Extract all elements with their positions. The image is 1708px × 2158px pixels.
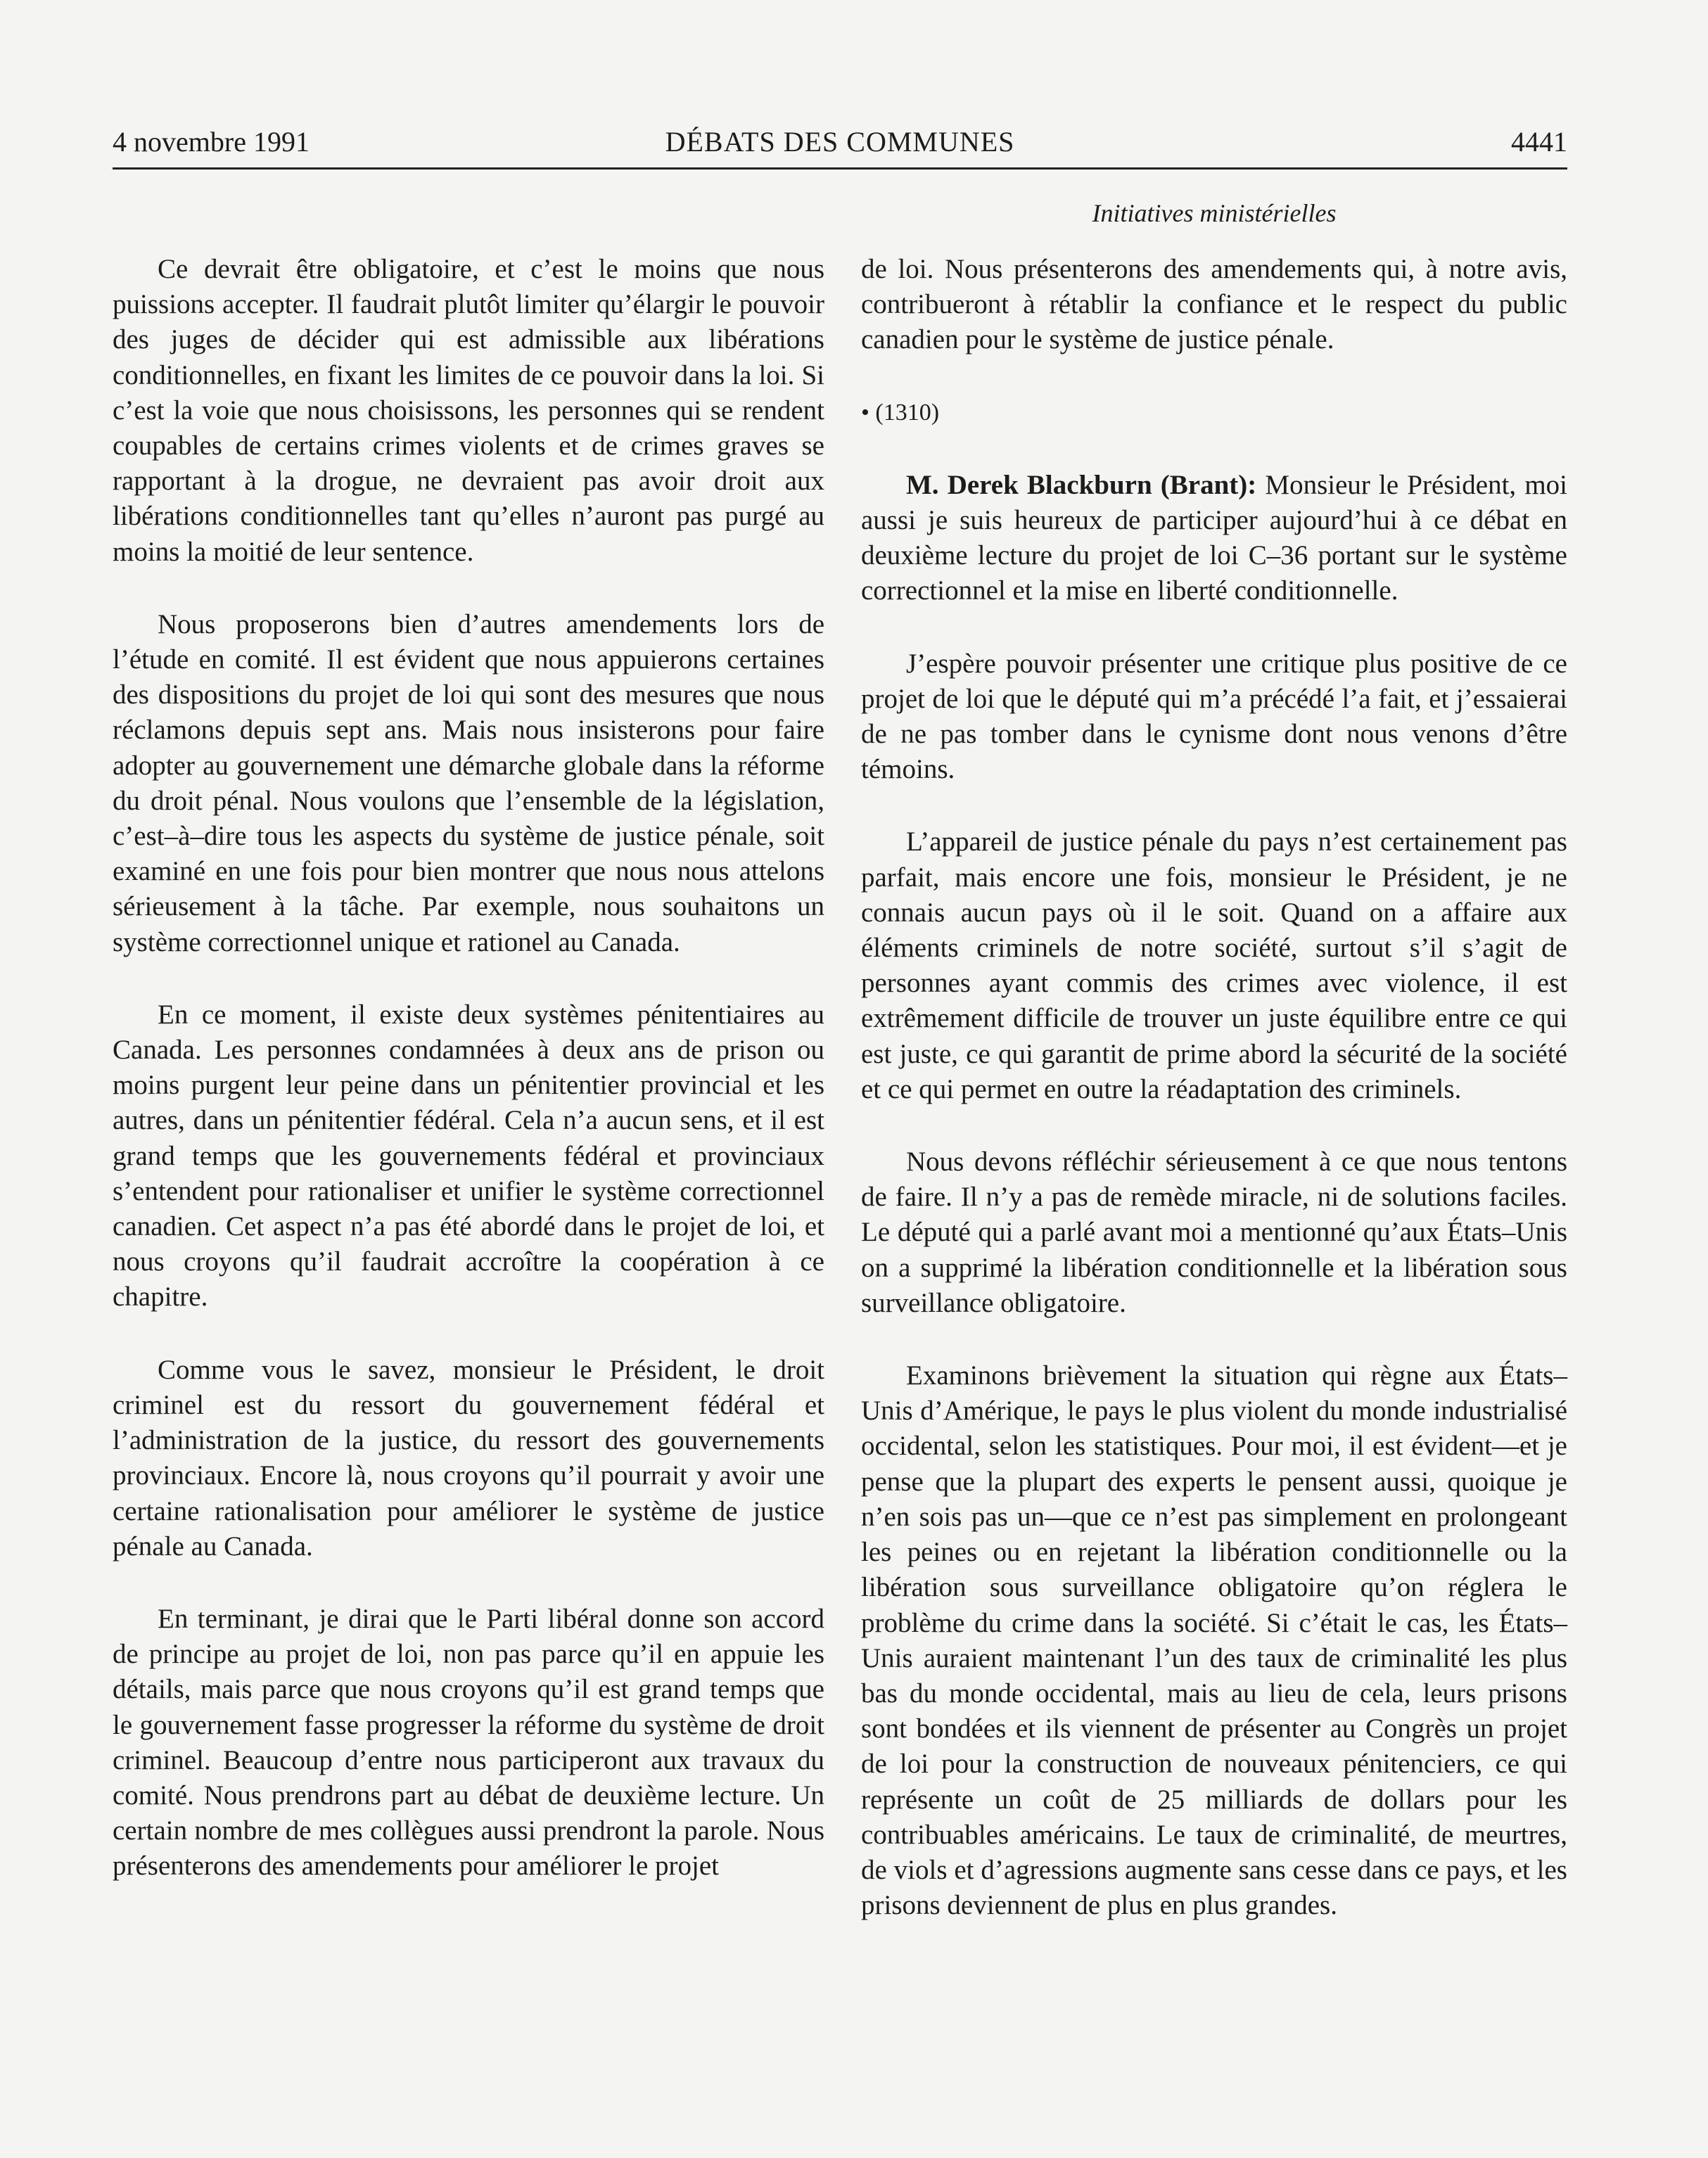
paragraph: Ce devrait être obligatoire, et c’est le moins que nous puissions accepter. Il faudrait plutôt limiter qu’élargir le pouvoir des juges de décider qui est admissible aux libérations conditionnelles, en fixant les limites de ce pouvoir dans la loi. Si c’est la voie que nous choisissons, les personnes qui se rendent coupables de certains crimes violents et de crimes graves se rapportant à la drogue, ne devraient pas avoir droit aux libérations conditionnelles tant qu’elles n’auront pas purgé au moins la moitié de leur sentence.	[113, 254, 824, 567]
paragraph: Comme vous le savez, monsieur le Président, le droit criminel est du ressort du gouvernement fédéral et l’administration de la justice, du ressort des gouvernements provinciaux. Encore là, nous croyons qu’il pourrait y avoir une certaine rationalisation pour améliorer le système de justice pénale au Canada.	[113, 1354, 824, 1562]
speaker-name: M. Derek Blackburn (Brant):	[906, 469, 1257, 500]
left-column	[113, 252, 824, 1922]
paragraph: En ce moment, il existe deux systèmes pénitentiaires au Canada. Les personnes condamnées à deux ans de prison ou moins purgent leur peine dans un pénitentier provincial et les autres, dans un pénitentier fédéral. Cela n’a aucun sens, et il est grand temps que les gouvernements fédéral et provinciaux s’entendent pour rationaliser et unifier le système correctionnel canadien. Cet aspect n’a pas été abordé dans le projet de loi, et nous croyons qu’il faudrait accroître la coopération à ce chapitre.	[113, 999, 824, 1313]
paragraph: Nous proposerons bien d’autres amendements lors de l’étude en comité. Il est évident que nous appuierons certaines des dispositions du projet de loi qui sont des mesures que nous réclamons depuis sept ans. Mais nous insisterons pour faire adopter au gouvernement une démarche globale dans la réforme du droit pénal. Nous voulons que l’ensemble de la législation, c’est–à–dire tous les aspects du système de justice pénale, soit examiné en une fois pour bien montrer que nous nous attelons sérieusement à la tâche. Par exemple, nous souhaitons un système correctionnel unique et rationel au Canada.	[113, 608, 824, 957]
paragraph: Examinons brièvement la situation qui règne aux États–Unis d’Amérique, le pays le plus violent du monde industrialisé occidental, selon les statistiques. Pour moi, il est évident—et je pense que la plupart des experts le pensent aussi, quoique je n’en sois pas un—que ce n’est pas simplement en prolongeant les peines ou en rejetant la libération conditionnelle ou la libération sous surveillance obligatoire qu’on réglera le problème du crime dans la société. Si c’était le cas, les États–Unis auraient maintenant l’un des taux de criminalité les plus bas du monde occidental, mais au lieu de cela, leurs prisons sont bondées et ils viennent de présenter au Congrès un projet de loi pour la construction de nouveaux pénitenciers, ce qui représente un coût de 25 milliards de dollars pour les contribuables américains. Le taux de criminalité, de meurtres, de viols et d’agressions augmente sans cesse dans ce pays, et les prisons deviennent de plus en plus grandes.	[861, 1360, 1567, 1921]
header-title: DÉBATS DES COMMUNES	[665, 126, 1015, 158]
section-title: Initiatives ministérielles	[1092, 199, 1337, 227]
page-header	[113, 125, 1567, 165]
paragraph: L’appareil de justice pénale du pays n’est certainement pas parfait, mais encore une fois, monsieur le Président, je ne connais aucun pays où il le soit. Quand on a affaire aux éléments criminels de notre société, surtout s’il s’agit de personnes ayant commis des crimes avec violence, il est extrêmement difficile de trouver un juste équilibre entre ce qui est juste, ce qui garantit de prime abord la sécurité de la société et ce qui permet en outre la réadaptation des criminels.	[861, 826, 1567, 1104]
time-marker: • (1310)	[861, 399, 940, 426]
right-column	[861, 252, 1567, 1960]
header-date: 4 novembre 1991	[113, 126, 310, 158]
header-rule	[113, 167, 1567, 170]
page-number: 4441	[1511, 126, 1567, 158]
paragraph-continuation: de loi. Nous présenterons des amendements qui, à notre avis, contribueront à rétablir la confiance et le respect du public canadien pour le système de justice pénale.	[861, 254, 1567, 355]
speaker-paragraph	[861, 468, 1567, 609]
speaker-text: Monsieur le Président, moi aussi je suis heureux de participer aujourd’hui à ce débat en deuxième lecture du projet de loi C–36 portant sur le système correctionnel et la mise en liberté conditionnelle.	[861, 469, 1567, 606]
paragraph: J’espère pouvoir présenter une critique plus positive de ce projet de loi que le député qui m’a précédé l’a fait, et j’essaierai de ne pas tomber dans le cynisme dont nous venons d’être témoins.	[861, 648, 1567, 785]
paragraph: Nous devons réfléchir sérieusement à ce que nous tentons de faire. Il n’y a pas de remède miracle, ni de solutions faciles. Le député qui a parlé avant moi a mentionné qu’aux États–Unis on a supprimé la libération conditionnelle et la libération sous surveillance obligatoire.	[861, 1147, 1567, 1318]
paragraph: En terminant, je dirai que le Parti libéral donne son accord de principe au projet de loi, non pas parce qu’il en appuie les détails, mais parce que nous croyons qu’il est grand temps que le gouvernement fasse progresser la réforme du système de droit criminel. Beaucoup d’entre nous participeront aux travaux du comité. Nous prendrons part au débat de deuxième lecture. Un certain nombre de mes collègues aussi prendront la parole. Nous présenterons des amendements pour améliorer le projet	[113, 1603, 824, 1882]
